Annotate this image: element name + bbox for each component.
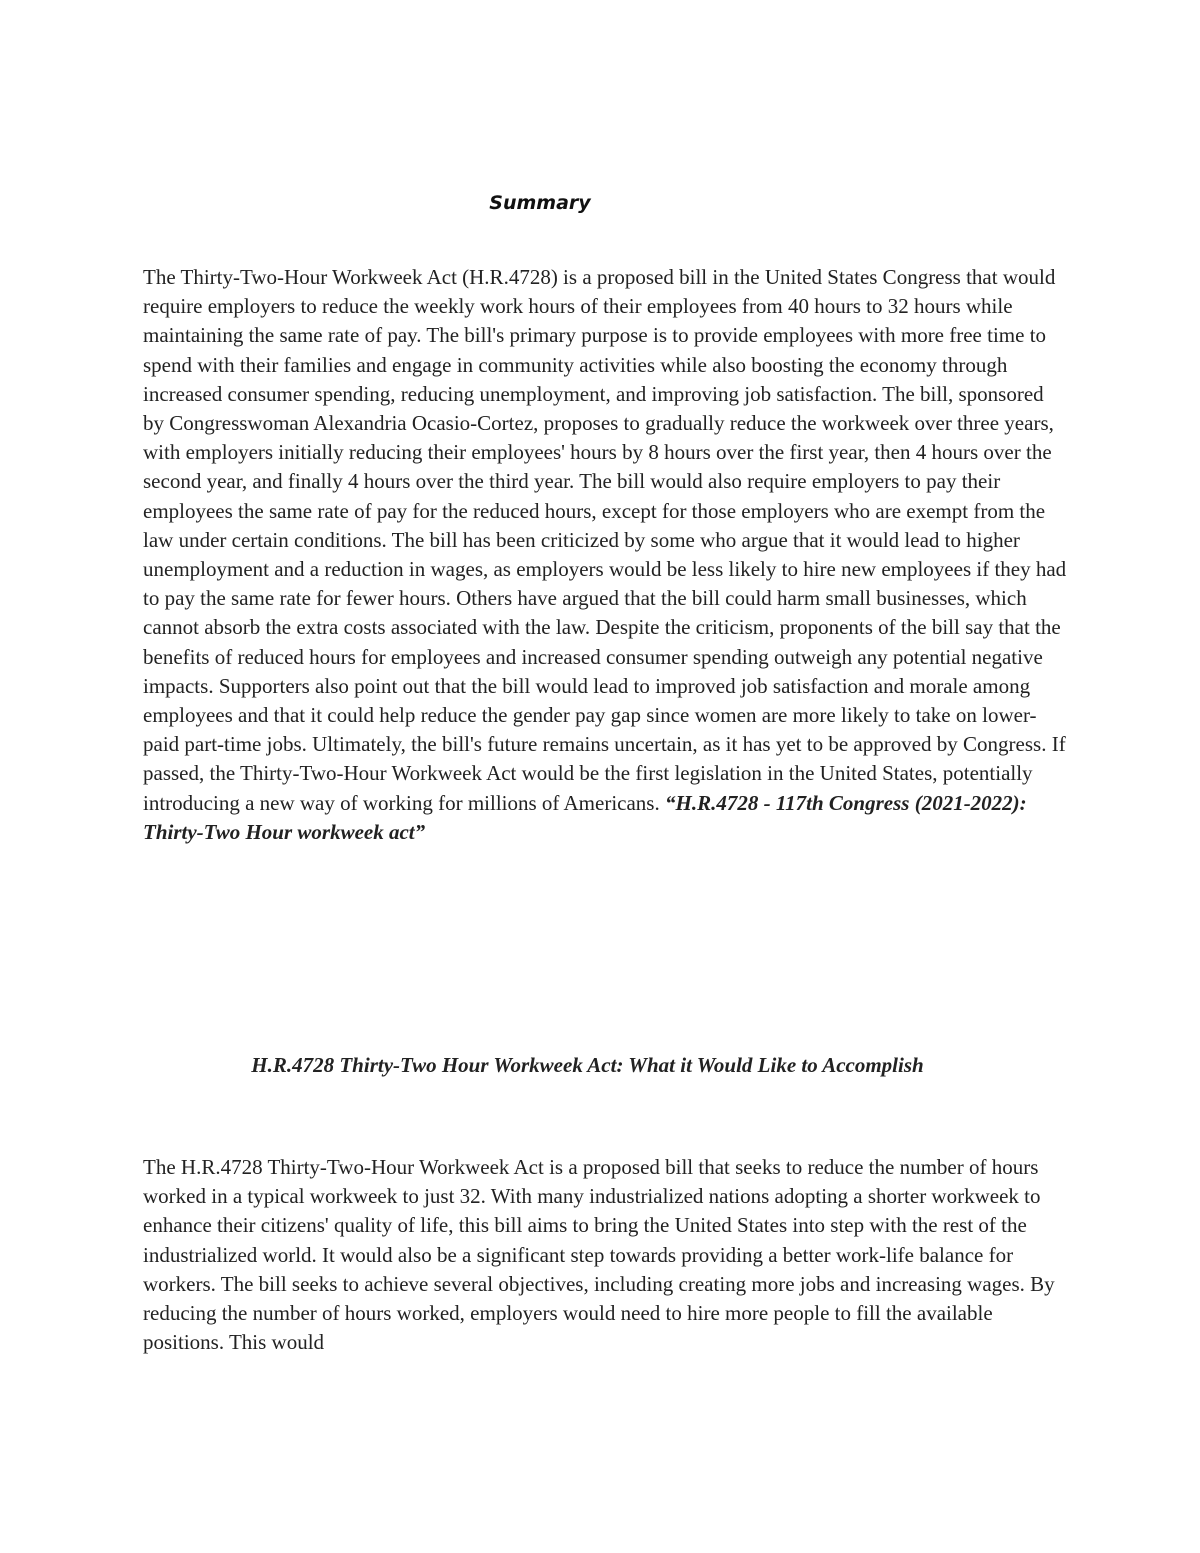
section-paragraph: The H.R.4728 Thirty-Two-Hour Workweek Act is a proposed bill that seeks to reduce the number of hours worked in a typical workweek to just 32. With many industrialized nations adopting a shorter workweek to enhance their citizens' quality of life, this bill aims to bring the United States into step with the rest of the industrialized world. It would also be a significant step towards providing a better work-life balance for workers. The bill seeks to achieve several objectives, including creating more jobs and increasing wages. By reducing the number of hours worked, employers would need to hire more people to fill the available positions. This would: [143, 1155, 1055, 1355]
summary-body-text: The Thirty-Two-Hour Workweek Act (H.R.4728) is a proposed bill in the United States Congress that would require employers to reduce the weekly work hours of their employees from 40 hours to 32 hours while maintaining the same rate of pay. The bill's primary purpose is to provide employees with more free time to spend with their families and engage in community activities while also boosting the economy through increased consumer spending, reducing unemployment, and improving job satisfaction. The bill, sponsored by Congresswoman Alexandria Ocasio-Cortez, proposes to gradually reduce the workweek over three years, with employers initially reducing their employees' hours by 8 hours over the first year, then 4 hours over the second year, and finally 4 hours over the third year. The bill would also require employers to pay their employees the same rate of pay for the reduced hours, except for those employers who are exempt from the law under certain conditions. The bill has been criticized by some who argue that it would lead to higher unemployment and a reduction in wages, as employers would be less likely to hire new employees if they had to pay the same rate for fewer hours. Others have argued that the bill could harm small businesses, which cannot absorb the extra costs associated with the law. Despite the criticism, proponents of the bill say that the benefits of reduced hours for employees and increased consumer spending outweigh any potential negative impacts. Supporters also point out that the bill would lead to improved job satisfaction and morale among employees and that it could help reduce the gender pay gap since women are more likely to take on lower-paid part-time jobs. Ultimately, the bill's future remains uncertain, as it has yet to be approved by Congress. If passed, the Thirty-Two-Hour Workweek Act would be the first legislation in the United States, potentially introducing a new way of working for millions of Americans.: [143, 265, 1067, 815]
summary-heading: Summary: [489, 192, 591, 214]
summary-citation: “H.R.4728 - 117th Congress (2021-2022): Thirty-Two Hour workweek act”: [143, 790, 1027, 844]
section-heading: H.R.4728 Thirty-Two Hour Workweek Act: What it Would Like to Accomplish: [251, 1053, 924, 1077]
summary-paragraph: [143, 263, 1068, 847]
